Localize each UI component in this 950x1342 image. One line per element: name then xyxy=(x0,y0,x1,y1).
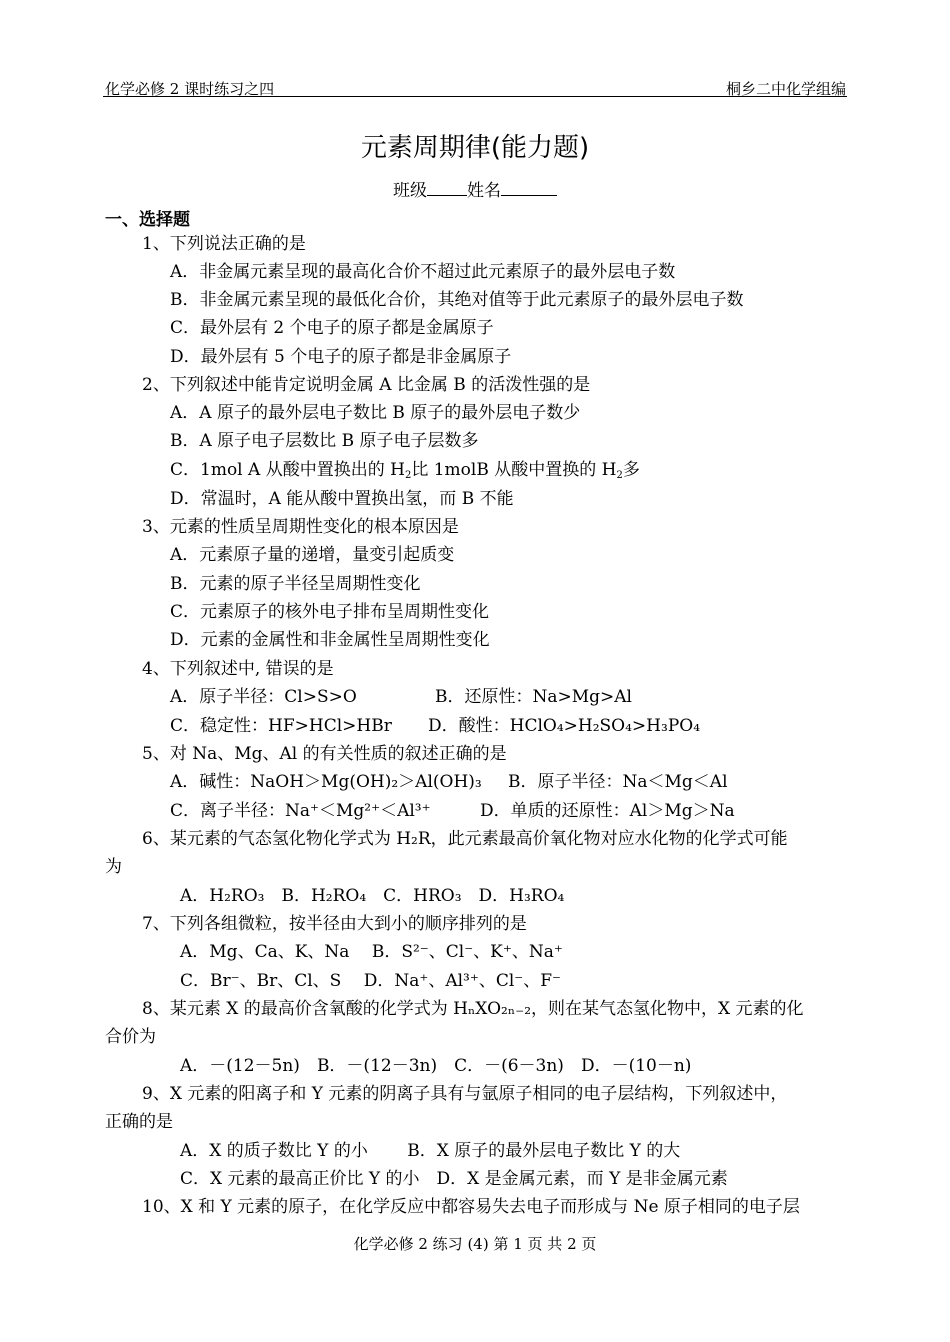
question-2-option-c-part2: 比 1molB 从酸中置换的 H xyxy=(411,460,617,480)
question-1-option-b: B．非金属元素呈现的最低化合价，其绝对值等于此元素原子的最外层电子数 xyxy=(170,290,744,310)
question-4-option-a: A．原子半径：Cl>S>O xyxy=(170,687,357,707)
header-divider xyxy=(103,96,847,97)
class-label: 班级 xyxy=(393,181,427,201)
question-3-option-d: D．元素的金属性和非金属性呈周期性变化 xyxy=(170,630,490,650)
section-title: 一、选择题 xyxy=(105,210,190,230)
question-2-option-c: C．1mol A 从酸中置换出的 $H_2$比 1molB 从酸中置换的 $H_2$多 xyxy=(170,460,640,481)
header-left-text: 化学必修 2 课时练习之四 xyxy=(105,80,275,98)
question-1-stem: 1、下列说法正确的是 xyxy=(142,234,306,254)
question-1-option-d: D．最外层有 5 个电子的原子都是非金属原子 xyxy=(170,347,512,367)
question-2-option-b: B．A 原子电子层数比 B 原子电子层数多 xyxy=(170,431,479,451)
page-title: 元素周期律(能力题) xyxy=(360,133,590,163)
question-9-options-ab: A．X 的质子数比 Y 的小 B．X 原子的最外层电子数比 Y 的大 xyxy=(180,1141,681,1161)
question-9-stem-continued: 正确的是 xyxy=(105,1112,173,1132)
question-7-options-ab: A．Mg、Ca、K、Na B．S²⁻、Cl⁻、K⁺、Na⁺ xyxy=(180,942,563,962)
question-7-stem: 7、下列各组微粒，按半径由大到小的顺序排列的是 xyxy=(142,914,527,934)
question-3-stem: 3、元素的性质呈周期性变化的根本原因是 xyxy=(142,517,459,537)
name-label: 姓名 xyxy=(467,181,501,201)
class-blank xyxy=(427,181,467,196)
question-5-option-a: A．碱性：NaOH＞Mg(OH)₂＞Al(OH)₃ xyxy=(170,772,482,792)
question-9-stem: 9、X 元素的阳离子和 Y 元素的阴离子具有与氩原子相同的电子层结构，下列叙述中， xyxy=(142,1084,788,1104)
question-8-options: A．－(12－5n) B．－(12－3n) C．－(6－3n) D．－(10－n) xyxy=(180,1056,692,1076)
question-8-stem-continued: 合价为 xyxy=(105,1027,156,1047)
class-name-line xyxy=(0,176,950,201)
question-4-option-d: D．酸性：HClO₄>H₂SO₄>H₃PO₄ xyxy=(428,716,701,736)
question-2-option-a: A．A 原子的最外层电子数比 B 原子的最外层电子数少 xyxy=(170,403,581,423)
question-3-option-b: B．元素的原子半径呈周期性变化 xyxy=(170,574,421,594)
page-footer: 化学必修 2 练习 (4) 第 1 页 共 2 页 xyxy=(353,1235,597,1253)
question-5-option-c: C．离子半径：Na⁺＜Mg²⁺＜Al³⁺ xyxy=(170,801,431,821)
question-2-stem: 2、下列叙述中能肯定说明金属 A 比金属 B 的活泼性强的是 xyxy=(142,375,591,395)
question-1-option-c: C．最外层有 2 个电子的原子都是金属原子 xyxy=(170,318,494,338)
question-7-options-cd: C．Br⁻、Br、Cl、S D．Na⁺、Al³⁺、Cl⁻、F⁻ xyxy=(180,971,562,991)
question-4-option-c: C．稳定性：HF>HCl>HBr xyxy=(170,716,392,736)
question-5-option-d: D．单质的还原性：Al＞Mg＞Na xyxy=(480,801,735,821)
question-6-stem-continued: 为 xyxy=(105,857,122,877)
question-1-option-a: A．非金属元素呈现的最高化合价不超过此元素原子的最外层电子数 xyxy=(170,262,676,282)
question-10-stem: 10、X 和 Y 元素的原子，在化学反应中都容易失去电子而形成与 Ne 原子相同的电子层 xyxy=(142,1197,800,1217)
question-3-option-a: A．元素原子量的递增，量变引起质变 xyxy=(170,545,455,565)
name-blank xyxy=(501,181,557,196)
question-2-option-c-part1: C．1mol A 从酸中置换出的 H xyxy=(170,460,405,480)
question-4-option-b: B．还原性：Na>Mg>Al xyxy=(435,687,632,707)
question-6-options: A．H₂RO₃ B．H₂RO₄ C．HRO₃ D．H₃RO₄ xyxy=(180,886,565,906)
question-6-stem: 6、某元素的气态氢化物化学式为 H₂R，此元素最高价氧化物对应水化物的化学式可能 xyxy=(142,829,788,849)
question-9-options-cd: C．X 元素的最高正价比 Y 的小 D．X 是金属元素，而 Y 是非金属元素 xyxy=(180,1169,728,1189)
question-2-option-d: D．常温时，A 能从酸中置换出氢，而 B 不能 xyxy=(170,489,514,509)
question-8-stem: 8、某元素 X 的最高价含氧酸的化学式为 HₙXO₂ₙ₋₂，则在某气态氢化物中，X 元素的化 xyxy=(142,999,804,1019)
question-5-stem: 5、对 Na、Mg、Al 的有关性质的叙述正确的是 xyxy=(142,744,507,764)
question-5-option-b: B．原子半径：Na＜Mg＜Al xyxy=(508,772,728,792)
header-right-text: 桐乡二中化学组编 xyxy=(725,80,846,98)
question-2-option-c-part3: 多 xyxy=(622,460,640,480)
question-3-option-c: C．元素原子的核外电子排布呈周期性变化 xyxy=(170,602,490,622)
question-4-stem: 4、下列叙述中, 错误的是 xyxy=(142,659,334,679)
